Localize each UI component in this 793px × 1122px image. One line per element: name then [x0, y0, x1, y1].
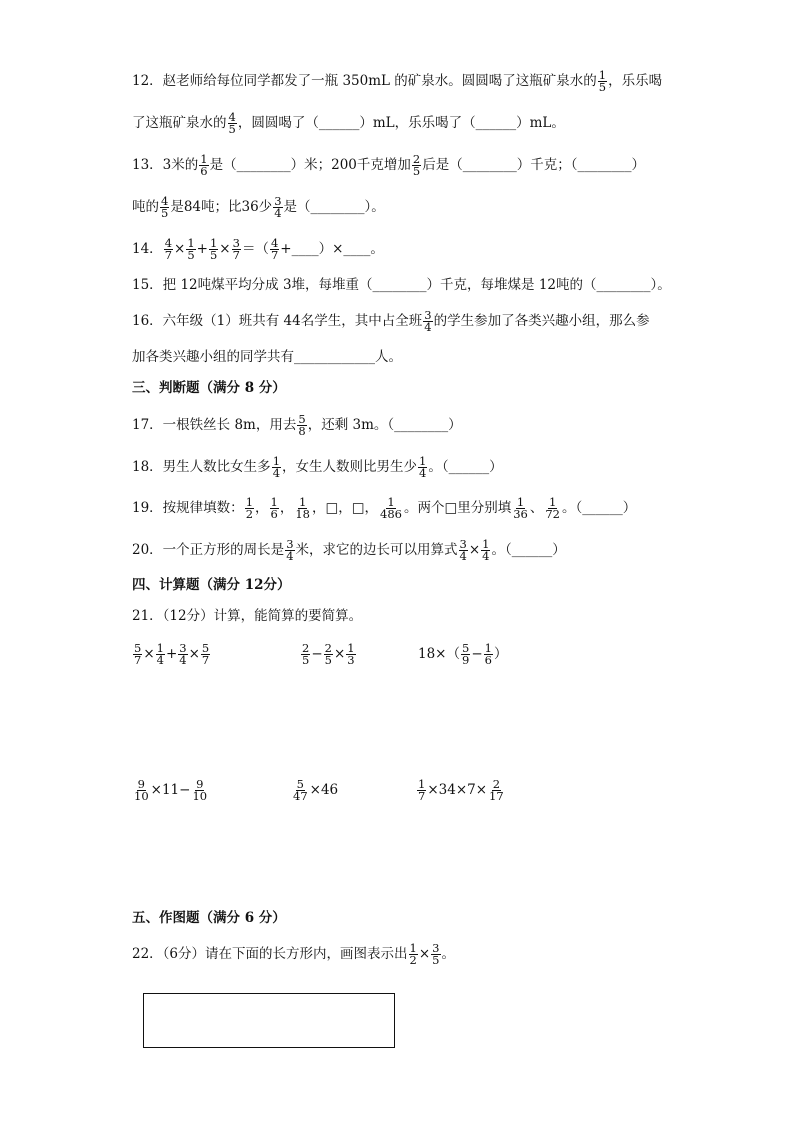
fraction [417, 779, 426, 802]
denominator: 5 [209, 248, 218, 262]
denominator: 72 [545, 507, 560, 521]
fraction [285, 539, 294, 562]
denominator: 10 [192, 789, 208, 803]
q12-text-c: 了这瓶矿泉水的 [132, 115, 227, 131]
q14-text-b: +____）×____。 [280, 241, 384, 257]
fraction [598, 70, 607, 93]
q19-text-a: 19．按规律填数： [132, 500, 244, 516]
q19-text-d: 。（______） [562, 500, 637, 516]
q22-text-b: 。 [441, 946, 455, 962]
answer-blank[interactable]: ______ [318, 115, 360, 131]
fraction [191, 779, 208, 802]
q13-text-g: ） [631, 157, 645, 173]
operator: × [174, 241, 186, 257]
q14-text-a: 14． [132, 241, 163, 257]
operator: − [471, 646, 483, 662]
section-heading-calculation: 四、计算题（满分 12分） [132, 577, 291, 593]
q16-text-a: 16．六年级（1）班共有 44名学生，其中占全班 [132, 313, 423, 329]
operator: × [418, 946, 431, 962]
expression-1 [132, 643, 211, 666]
numerator: 3 [459, 537, 467, 551]
q20-text-b: 米，求它的边长可以用算式 [295, 542, 458, 558]
numerator: 3 [232, 236, 240, 250]
answer-blank[interactable]: ________ [462, 157, 517, 173]
fraction [273, 196, 282, 219]
numerator: 4 [228, 110, 236, 124]
denominator: 10 [134, 789, 149, 803]
q12-text-b: ，乐乐喝 [608, 73, 663, 89]
expression-2 [300, 643, 357, 666]
numerator: 3 [424, 308, 432, 322]
denominator: 5 [432, 953, 440, 967]
numerator: 3 [274, 194, 282, 208]
operator: × [468, 542, 481, 558]
fraction [178, 643, 187, 666]
q20-line [132, 539, 566, 562]
expression-5 [291, 779, 338, 802]
operator: × [188, 646, 200, 662]
fraction [292, 779, 309, 802]
q22-line [132, 943, 455, 966]
fraction [270, 497, 279, 520]
expression-3 [418, 643, 507, 666]
e5-text-a: ×46 [309, 782, 339, 798]
q17-text-a: 17．一根铁丝长 8m，用去 [132, 417, 297, 433]
numerator: 1 [409, 941, 417, 955]
fraction [228, 112, 237, 135]
denominator: 4 [179, 653, 187, 667]
numerator: 1 [482, 537, 490, 551]
numerator: 9 [137, 777, 145, 791]
denominator: 7 [164, 248, 173, 262]
numerator: 1 [598, 68, 607, 82]
q12-text-e: ）mL，乐乐喝了（ [359, 115, 476, 131]
q15-line: 15．把 12吨煤平均分成 3堆，每堆重（________）千克，每堆煤是 12吨的（________）。 [132, 277, 671, 293]
numerator: 1 [387, 495, 395, 509]
denominator: 5 [598, 80, 607, 94]
denominator: 36 [513, 507, 528, 521]
numerator: 1 [200, 152, 208, 166]
fraction [409, 943, 418, 966]
denominator: 47 [293, 789, 308, 803]
denominator: 17 [489, 789, 504, 803]
denominator: 4 [156, 653, 164, 667]
denominator: 4 [286, 549, 294, 563]
e3-text-a: 18×（ [418, 646, 460, 662]
denominator: 5 [228, 122, 236, 136]
fraction [459, 539, 468, 562]
fraction [199, 154, 208, 177]
fraction [412, 154, 421, 177]
fraction [270, 238, 279, 261]
denominator: 3 [347, 653, 355, 667]
fraction [201, 643, 210, 666]
q16-line2: 加各类兴趣小组的同学共有____________人。 [132, 349, 402, 365]
numerator: 5 [298, 412, 306, 426]
denominator: 4 [482, 549, 490, 563]
denominator: 5 [302, 653, 310, 667]
numerator: 1 [187, 236, 195, 250]
q18-line [132, 456, 503, 479]
numerator: 4 [161, 194, 169, 208]
q14-line [132, 238, 384, 261]
operator: × [333, 646, 346, 662]
q13-line1 [132, 154, 645, 177]
q16-text-b: 的学生参加了各类兴趣小组，那么参 [433, 313, 650, 329]
fraction [301, 643, 310, 666]
fraction [481, 539, 490, 562]
numerator: 4 [270, 236, 279, 250]
denominator: 5 [187, 248, 195, 262]
answer-blank[interactable]: ________ [236, 157, 291, 173]
expression-4 [132, 779, 209, 802]
section-heading-drawing: 五、作图题（满分 6 分） [132, 910, 286, 926]
denominator: 4 [272, 466, 281, 480]
numerator: 1 [245, 495, 254, 509]
numerator: 1 [549, 495, 557, 509]
numerator: 5 [296, 777, 304, 791]
denominator: 9 [462, 653, 470, 667]
q19-text-c: 。两个□里分别填 [403, 500, 512, 516]
denominator: 7 [134, 653, 142, 667]
q20-text-a: 20．一个正方形的周长是 [132, 542, 285, 558]
denominator: 4 [274, 206, 282, 220]
q13-text-k: ）。 [364, 199, 385, 215]
drawing-rectangle[interactable] [143, 993, 395, 1048]
fraction [379, 497, 403, 520]
e4-text-a: ×11− [150, 782, 191, 798]
numerator: 2 [492, 777, 501, 791]
denominator: 7 [418, 789, 426, 803]
denominator: 5 [324, 653, 332, 667]
operator: + [196, 241, 208, 257]
q21-line: 21．（12分）计算，能简算的要简算。 [132, 608, 363, 624]
numerator: 3 [179, 641, 187, 655]
denominator: 6 [484, 653, 492, 667]
denominator: 8 [298, 424, 306, 438]
fraction [512, 497, 529, 520]
q16-line1 [132, 310, 650, 333]
denominator: 4 [424, 320, 432, 334]
q18-text-a: 18．男生人数比女生多 [132, 459, 271, 475]
denominator: 5 [412, 164, 421, 178]
fraction [272, 456, 281, 479]
q13-text-c: ）米；200千克增加 [290, 157, 411, 173]
fraction [431, 943, 440, 966]
fraction [418, 456, 427, 479]
q12-text-d: ，圆圆喝了（ [237, 115, 319, 131]
expression-6 [416, 779, 506, 802]
denominator: 2 [245, 507, 254, 521]
fraction [245, 497, 254, 520]
q17-text-b: ，还剩 3m。（________） [307, 417, 462, 433]
numerator: 5 [462, 641, 470, 655]
operator: × [143, 646, 155, 662]
operator: + [165, 646, 178, 662]
q12-text-a: 12．赵老师给每位同学都发了一瓶 350mL 的矿泉水。圆圆喝了这瓶矿泉水的 [132, 73, 597, 89]
q13-text-h: 吨的 [132, 199, 159, 215]
numerator: 1 [418, 777, 426, 791]
numerator: 2 [324, 641, 332, 655]
denominator: 7 [201, 653, 210, 667]
denominator: 6 [270, 507, 278, 521]
fraction [488, 779, 505, 802]
fraction [186, 238, 195, 261]
q13-text-b: 是（ [209, 157, 237, 173]
numerator: 1 [516, 495, 525, 509]
denominator: 7 [232, 248, 240, 262]
q18-text-c: 。（______） [428, 459, 503, 475]
numerator: 1 [270, 495, 278, 509]
q12-text-g: ）mL。 [516, 115, 565, 131]
operator: × [219, 241, 231, 257]
e6-text-a: ×34×7× [427, 782, 488, 798]
numerator: 5 [201, 641, 210, 655]
q17-line [132, 414, 462, 437]
fraction [324, 643, 333, 666]
numerator: 3 [432, 941, 440, 955]
denominator: 6 [200, 164, 208, 178]
q13-text-a: 13．3米的 [132, 157, 199, 173]
q12-line1 [132, 70, 662, 93]
numerator: 2 [302, 641, 310, 655]
fraction [133, 643, 142, 666]
denominator: 486 [380, 507, 402, 521]
q13-text-j: 是（ [283, 199, 311, 215]
numerator: 1 [299, 495, 307, 509]
fraction [544, 497, 561, 520]
q18-text-b: ，女生人数则比男生少 [282, 459, 418, 475]
numerator: 4 [164, 236, 173, 250]
q22-text-a: 22．（6分）请在下面的长方形内，画图表示出 [132, 946, 408, 962]
q19-line [132, 497, 636, 520]
fraction [294, 497, 311, 520]
denominator: 2 [409, 953, 417, 967]
fraction [133, 779, 150, 802]
q20-text-c: 。（______） [491, 542, 566, 558]
numerator: 9 [196, 777, 204, 791]
numerator: 1 [156, 641, 164, 655]
fraction [232, 238, 241, 261]
fraction [297, 414, 306, 437]
separator: 、 [529, 500, 544, 516]
section-heading-judgement: 三、判断题（满分 8 分） [132, 380, 286, 396]
numerator: 1 [272, 454, 281, 468]
fraction [160, 196, 169, 219]
numerator: 2 [412, 152, 421, 166]
e3-text-b: ） [493, 646, 508, 662]
denominator: 4 [419, 466, 427, 480]
numerator: 1 [347, 641, 355, 655]
fraction [423, 310, 432, 333]
numerator: 1 [484, 641, 492, 655]
fraction [209, 238, 218, 261]
fraction [346, 643, 355, 666]
q13-text-d: 后是（ [422, 157, 463, 173]
q12-line2 [132, 112, 565, 135]
fraction [164, 238, 173, 261]
denominator: 4 [459, 549, 467, 563]
answer-blank[interactable]: ________ [577, 157, 632, 173]
q13-text-e: ）千克；（ [516, 157, 578, 173]
numerator: 1 [209, 236, 218, 250]
separator: ， [255, 500, 269, 516]
answer-blank[interactable]: ______ [475, 115, 517, 131]
q13-line2 [132, 196, 385, 219]
numerator: 3 [286, 537, 294, 551]
q13-text-i: 是84吨；比36少 [170, 199, 273, 215]
numerator: 1 [419, 454, 427, 468]
numerator: 5 [134, 641, 142, 655]
denominator: 7 [270, 248, 279, 262]
q14-eq: ＝（ [241, 241, 269, 257]
separator: ， [279, 500, 294, 516]
fraction [484, 643, 493, 666]
fraction [156, 643, 165, 666]
denominator: 18 [295, 507, 310, 521]
operator: − [311, 646, 323, 662]
answer-blank[interactable]: ________ [310, 199, 365, 215]
q19-text-b: ，□，□， [311, 500, 378, 516]
fraction [461, 643, 470, 666]
denominator: 5 [161, 206, 169, 220]
